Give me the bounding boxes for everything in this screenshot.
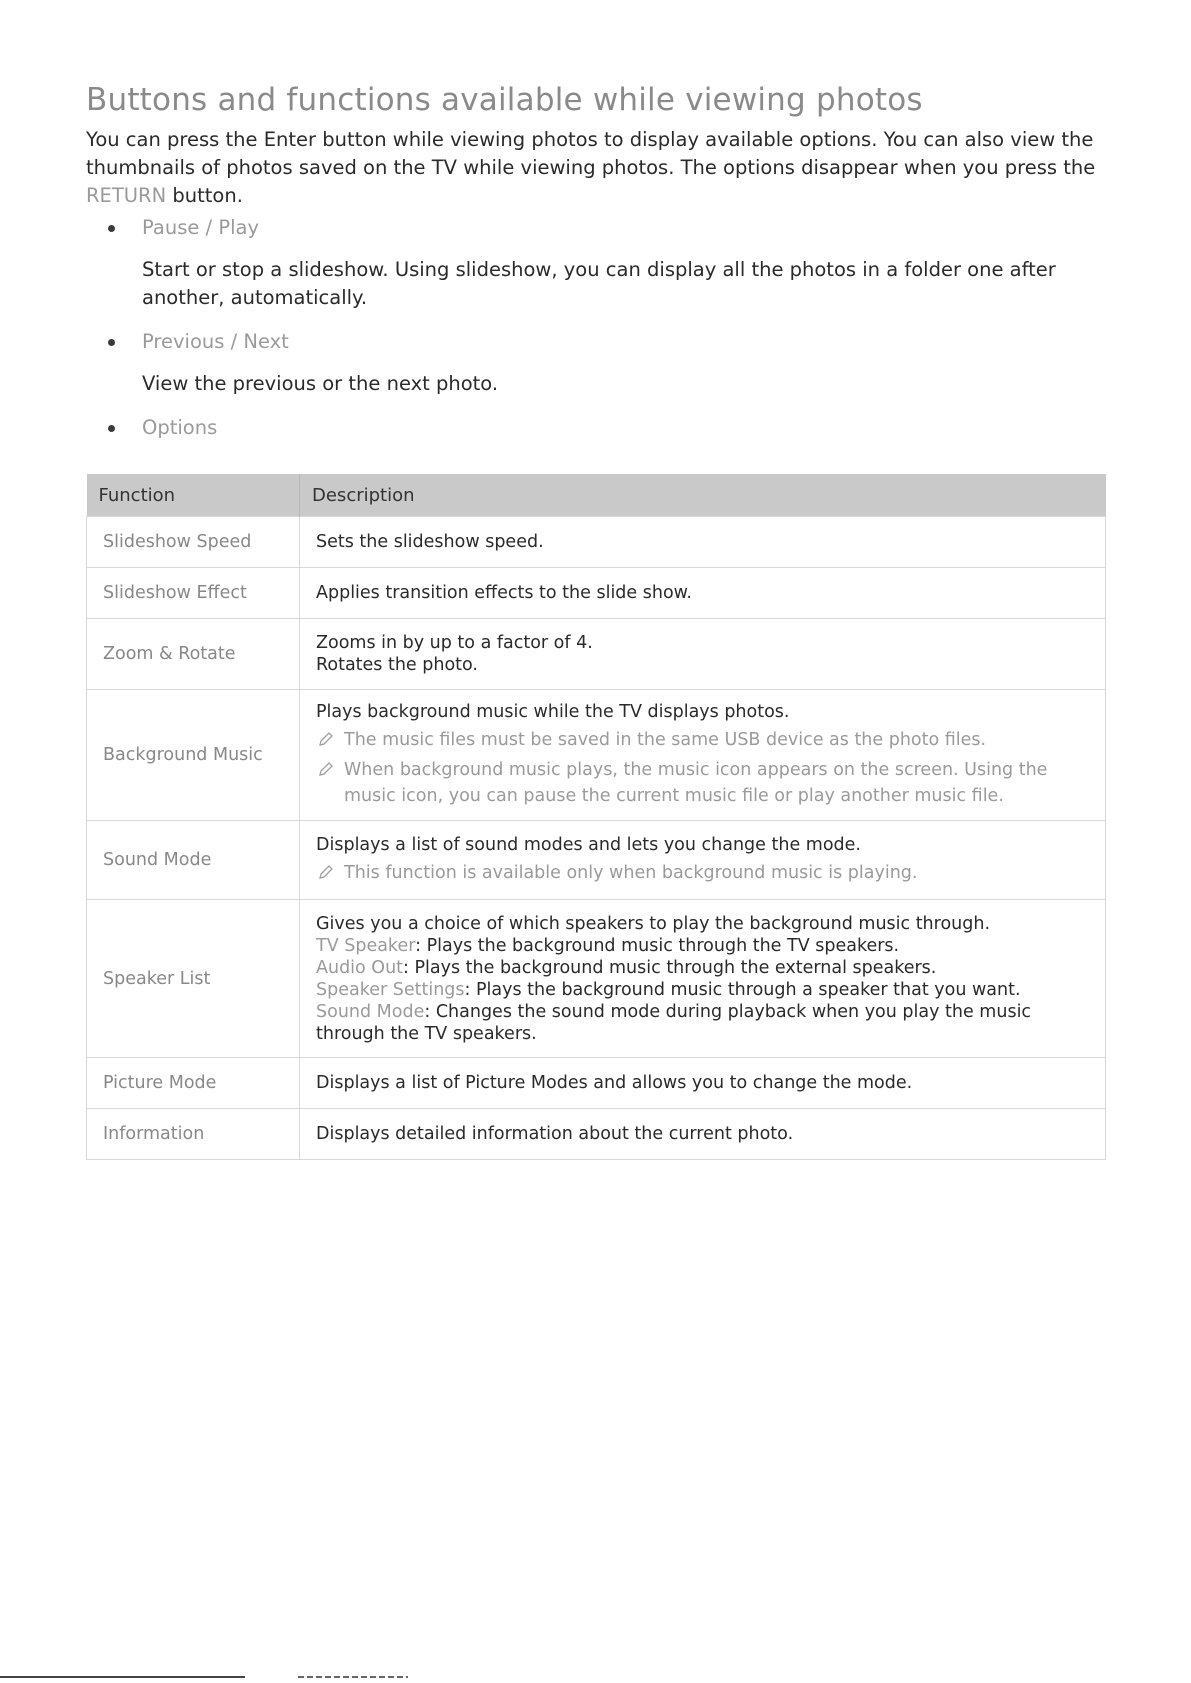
function-cell: Background Music — [87, 690, 300, 821]
function-cell: Speaker List — [87, 900, 300, 1058]
intro-paragraph — [86, 126, 1106, 210]
function-cell: Picture Mode — [87, 1058, 300, 1109]
list-item-pause-play — [86, 214, 1106, 312]
option-description: View the previous or the next photo. — [142, 372, 499, 395]
speaker-option-text: : Changes the sound mode during playback when you play the music through the TV speakers. — [316, 1001, 1032, 1044]
page-title: Buttons and functions available while viewing photos — [86, 82, 923, 118]
list-item-options — [86, 414, 1106, 442]
note — [316, 727, 1089, 753]
speaker-option-label: Sound Mode — [316, 1001, 425, 1022]
note-text: When background music plays, the music icon appears on the screen. Using the music icon, you can pause the current music file or play another music file. — [344, 760, 1048, 806]
footer-rule — [0, 1676, 245, 1678]
options-list — [86, 214, 1106, 442]
description-line: Displays a list of sound modes and lets you change the mode. — [316, 835, 861, 855]
function-cell: Slideshow Effect — [87, 568, 300, 619]
table-row — [87, 1109, 1106, 1160]
speaker-option — [316, 979, 1089, 1001]
table-row — [87, 619, 1106, 690]
option-description: Start or stop a slideshow. Using slideshow, you can display all the photos in a folder one after another, automatically. — [142, 258, 1056, 309]
note — [316, 860, 1089, 886]
description-line: Displays a list of Picture Modes and allows you to change the mode. — [316, 1073, 913, 1093]
speaker-option-label: TV Speaker — [316, 935, 416, 956]
speaker-option-text: : Plays the background music through a speaker that you want. — [464, 979, 1021, 1000]
note — [316, 757, 1089, 809]
function-cell: Zoom & Rotate — [87, 619, 300, 690]
speaker-option — [316, 1001, 1089, 1045]
speaker-option-label: Audio Out — [316, 957, 404, 978]
function-cell: Sound Mode — [87, 821, 300, 900]
bullet-dot-icon — [108, 225, 115, 232]
description-cell — [300, 1058, 1106, 1109]
description-cell — [300, 517, 1106, 568]
table-header-row — [87, 474, 1106, 517]
intro-text-2: button. — [166, 184, 243, 207]
header-description: Description — [300, 474, 1106, 517]
pencil-icon — [316, 862, 336, 882]
function-cell: Information — [87, 1109, 300, 1160]
speaker-option — [316, 957, 1089, 979]
table-row — [87, 568, 1106, 619]
table-row — [87, 821, 1106, 900]
speaker-option-label: Speaker Settings — [316, 979, 465, 1000]
footer-mark — [298, 1676, 408, 1678]
description-line: Rotates the photo. — [316, 655, 478, 675]
description-line: Zooms in by up to a factor of 4. — [316, 633, 593, 653]
options-table — [86, 474, 1106, 1160]
bullet-dot-icon — [108, 425, 115, 432]
description-line: Gives you a choice of which speakers to play the background music through. — [316, 913, 991, 934]
table-row — [87, 690, 1106, 821]
table-row — [87, 517, 1106, 568]
pencil-icon — [316, 759, 336, 779]
description-cell — [300, 619, 1106, 690]
description-cell — [300, 690, 1106, 821]
table-row — [87, 900, 1106, 1058]
description-line: Plays background music while the TV displays photos. — [316, 702, 790, 722]
option-name: Options — [142, 416, 218, 439]
list-item-previous-next — [86, 328, 1106, 398]
option-name: Pause / Play — [142, 216, 259, 239]
table-row — [87, 1058, 1106, 1109]
description-cell — [300, 900, 1106, 1058]
intro-text-1: You can press the Enter button while viewing photos to display available options. You can also view the thumbnails of photos saved on the TV while viewing photos. The options disappear when you press the — [86, 128, 1096, 179]
description-line: Displays detailed information about the current photo. — [316, 1124, 794, 1144]
speaker-option — [316, 935, 1089, 957]
description-line: Applies transition effects to the slide show. — [316, 583, 692, 603]
description-cell — [300, 568, 1106, 619]
description-cell — [300, 1109, 1106, 1160]
function-cell: Slideshow Speed — [87, 517, 300, 568]
note-text: This function is available only when background music is playing. — [344, 863, 918, 883]
description-cell — [300, 821, 1106, 900]
speaker-option-text: : Plays the background music through the external speakers. — [403, 957, 937, 978]
note-text: The music files must be saved in the same USB device as the photo files. — [344, 730, 987, 750]
option-name: Previous / Next — [142, 330, 289, 353]
header-function: Function — [87, 474, 300, 517]
description-line: Sets the slideshow speed. — [316, 532, 544, 552]
speaker-option-text: : Plays the background music through the TV speakers. — [415, 935, 900, 956]
return-button-label: RETURN — [86, 184, 167, 207]
page-content — [86, 78, 1106, 442]
pencil-icon — [316, 729, 336, 749]
bullet-dot-icon — [108, 339, 115, 346]
